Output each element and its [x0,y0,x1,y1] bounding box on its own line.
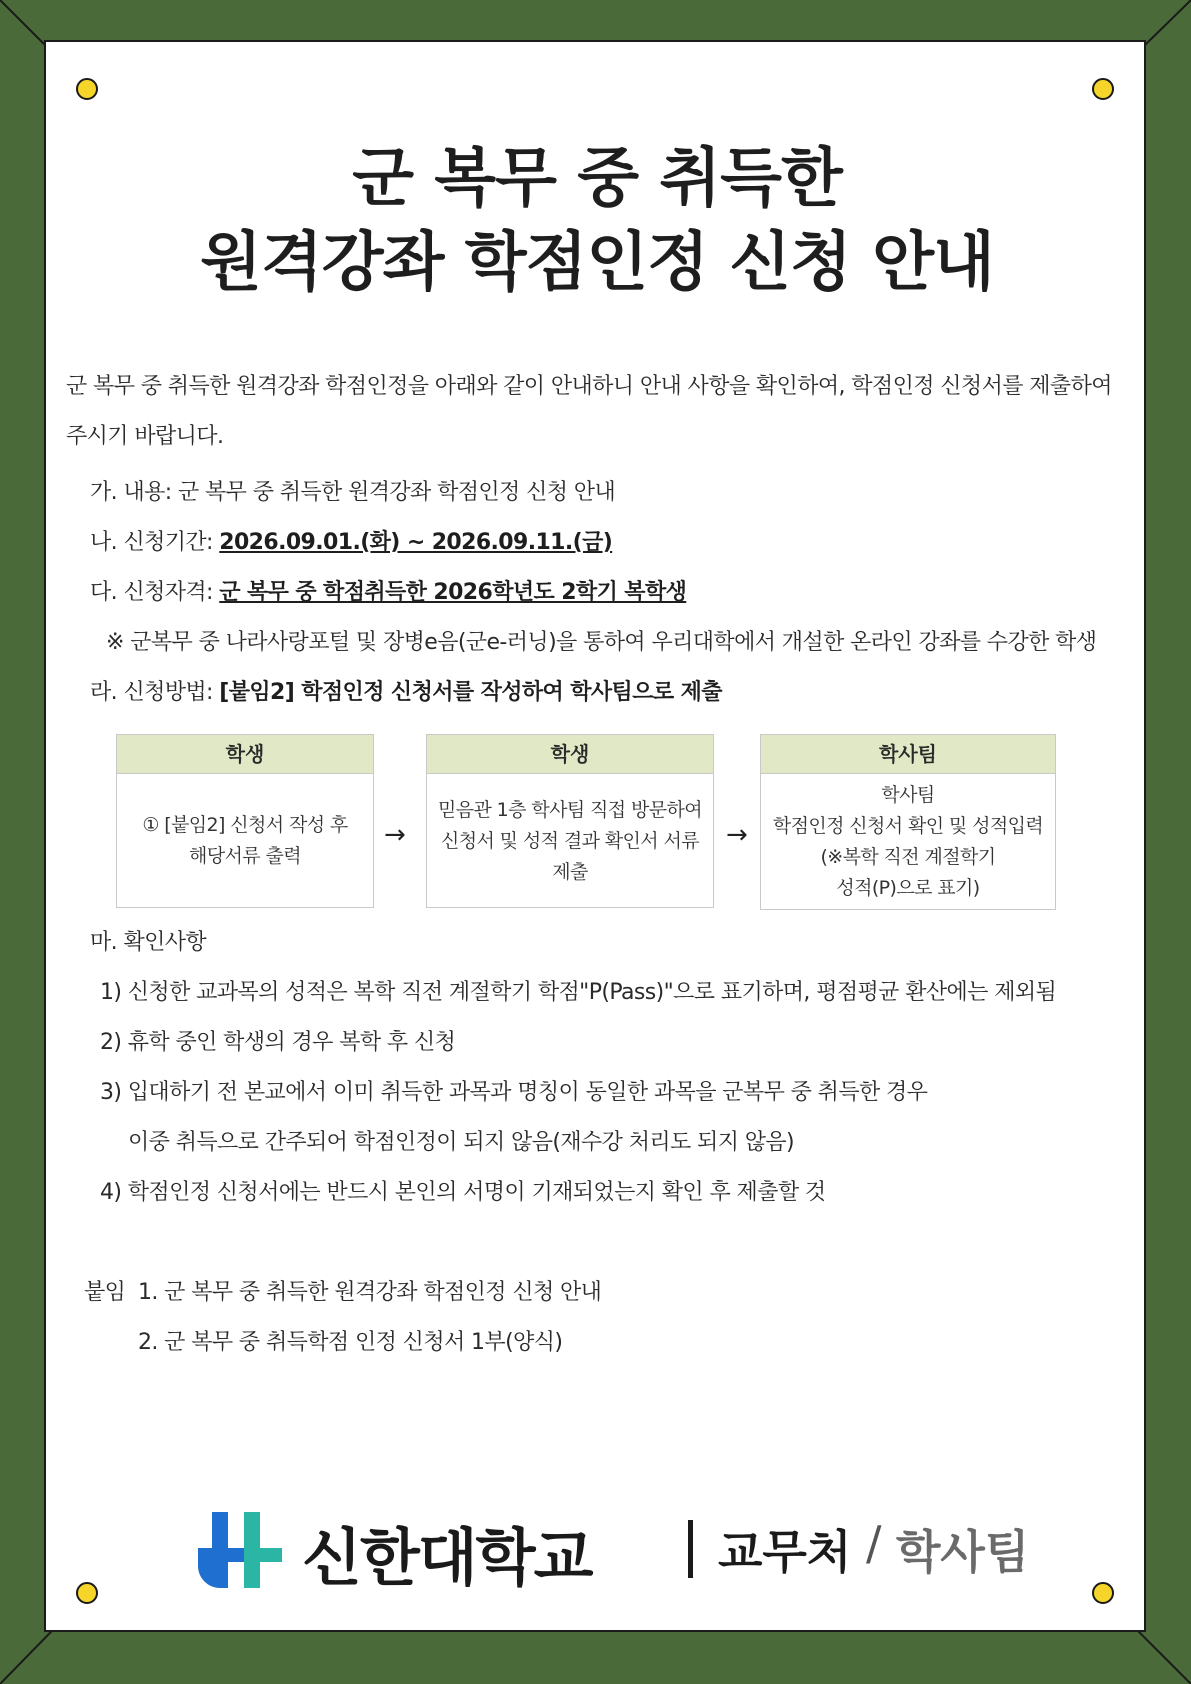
flow-step-2 [426,734,714,908]
flow-step-3-text: 학사팀 학점인정 신청서 확인 및 성적입력 (※복학 직전 계절학기 성적(P)으로 표기) [772,784,1044,899]
flow-step-3-head: 학사팀 [761,735,1055,774]
logo-separator [688,1520,693,1578]
check-item-1: 1) 신청한 교과목의 성적은 복학 직전 계절학기 학점"P(Pass)"으로 표기하며, 평점평균 환산에는 제외됨 [100,980,1057,1005]
item-method-label: 라. 신청방법: [90,680,220,705]
item-method [90,678,722,708]
item-eligibility-value: 군 복무 중 학점취득한 2026학년도 2학기 복학생 [219,580,687,605]
flow-step-2-text: 믿음관 1층 학사팀 직접 방문하여 신청서 및 성적 결과 확인서 서류 제출 [437,798,703,883]
item-period-label: 나. 신청기간: [90,530,220,555]
item-eligibility-note: ※ 군복무 중 나라사랑포털 및 장병e음(군e-러닝)을 통하여 우리대학에서 개설한 온라인 강좌를 수강한 학생 [106,630,1097,655]
pin-bottom-right [1092,1582,1114,1604]
title-line-2: 원격강좌 학점인정 신청 안내 [200,226,994,300]
item-period [90,528,612,558]
check-item-4: 4) 학점인정 신청서에는 반드시 본인의 서명이 기재되었는지 확인 후 제출할 것 [100,1180,826,1205]
attachment-1: 1. 군 복무 중 취득한 원격강좌 학점인정 신청 안내 [138,1280,602,1305]
university-logo-icon [198,1512,282,1588]
item-content-value: 군 복무 중 취득한 원격강좌 학점인정 신청 안내 [177,480,616,505]
flow-step-2-head: 학생 [427,735,713,774]
check-item-3-cont: 이중 취득으로 간주되어 학점인정이 되지 않음(재수강 처리도 되지 않음) [128,1130,795,1155]
intro-text: 군 복무 중 취득한 원격강좌 학점인정을 아래와 같이 안내하니 안내 사항을 확인하여, 학점인정 신청서를 제출하여 주시기 바랍니다. [66,374,1112,449]
check-item-3: 3) 입대하기 전 본교에서 이미 취득한 과목과 명칭이 동일한 과목을 군복무 중 취득한 경우 [100,1080,928,1105]
footer-logo [198,1512,1030,1594]
logo-slash: / [866,1516,882,1570]
attachment-2: 2. 군 복무 중 취득학점 인정 신청서 1부(양식) [138,1330,563,1355]
item-method-value: [붙임2] 학점인정 신청서를 작성하여 학사팀으로 제출 [219,680,722,705]
check-item-2: 2) 휴학 중인 학생의 경우 복학 후 신청 [100,1030,456,1055]
flow-step-1-head: 학생 [117,735,373,774]
item-eligibility [90,578,686,608]
flow-step-1 [116,734,374,908]
pin-top-right [1092,78,1114,100]
pin-bottom-left [76,1582,98,1604]
item-period-value: 2026.09.01.(화) ~ 2026.09.11.(금) [219,530,613,555]
flow-step-3-body [761,774,1055,910]
office-name: 교무처 [718,1525,852,1579]
flow-step-1-body [117,774,373,908]
title-line-1: 군 복무 중 취득한 [352,142,842,216]
notice-sheet [44,40,1146,1632]
team-name: 학사팀 [896,1525,1030,1579]
attachments-label: 붙임 [84,1280,126,1305]
pin-top-left [76,78,98,100]
university-name: 신한대학교 [302,1521,592,1594]
item-content [90,478,615,508]
flow-step-1-text: ① [붙임2] 신청서 작성 후 해당서류 출력 [142,814,348,867]
flow-arrow-1: → [384,820,406,850]
flow-arrow-2: → [726,820,748,850]
flow-step-2-body [427,774,713,908]
item-content-label: 가. 내용: [90,480,178,505]
flow-step-3 [760,734,1056,910]
check-heading: 마. 확인사항 [90,930,207,955]
item-eligibility-label: 다. 신청자격: [90,580,220,605]
page-title [46,137,1148,305]
